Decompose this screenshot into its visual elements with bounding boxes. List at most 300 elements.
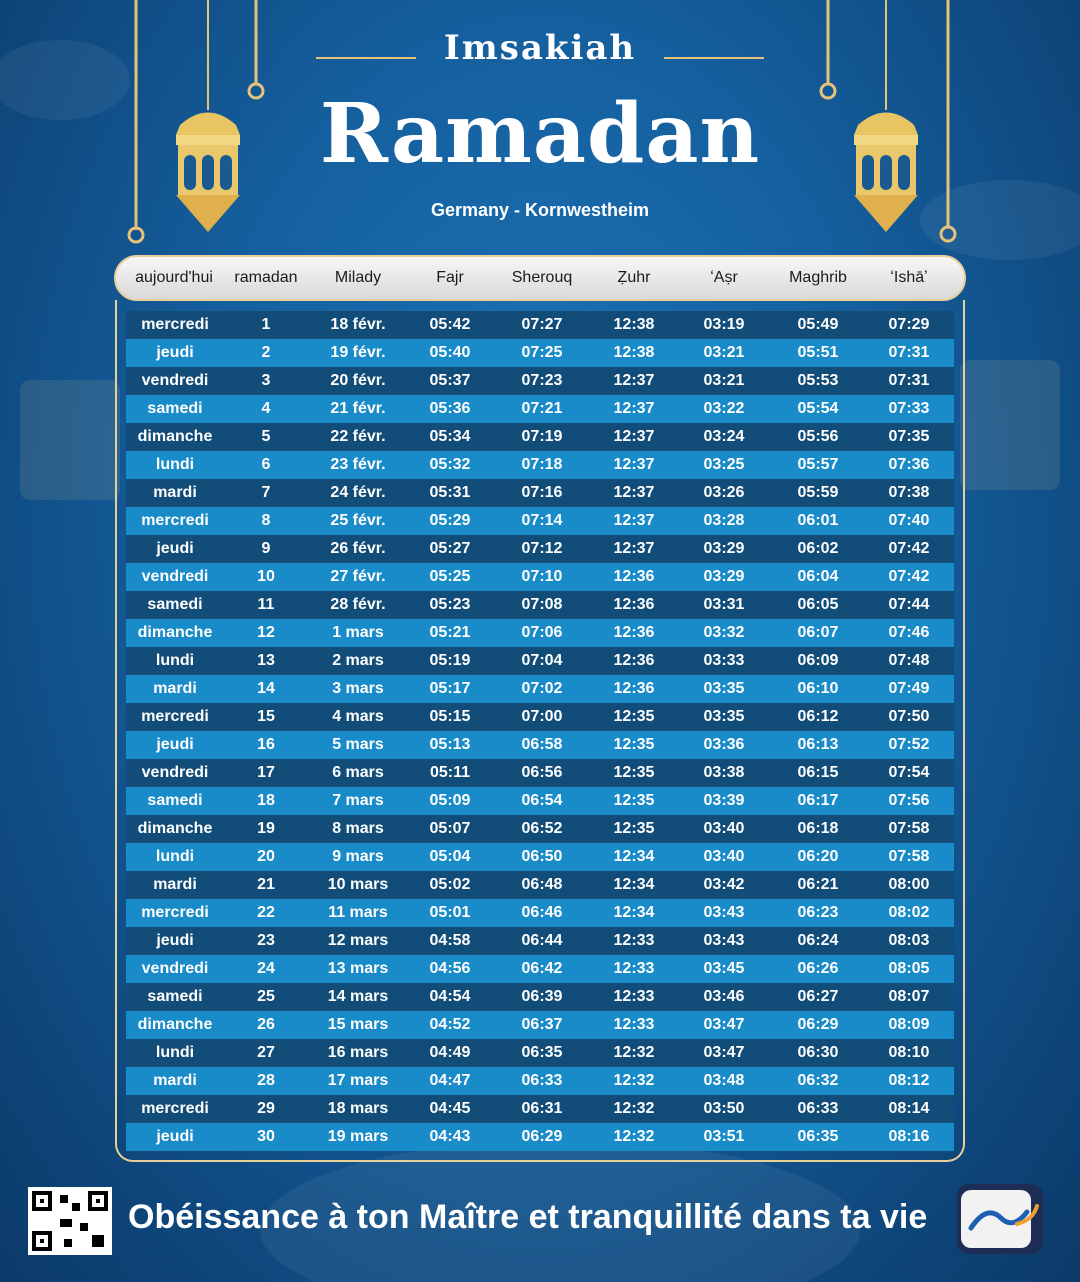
ramadan-day-cell: 20 — [257, 848, 275, 865]
column-header-milady: Milady — [334, 269, 382, 286]
fajr-cell: 05:19 — [429, 652, 471, 669]
fajr-cell: 04:49 — [429, 1044, 471, 1061]
date-cell: 21 févr. — [330, 400, 386, 417]
sherouq-cell: 07:21 — [521, 400, 563, 417]
fajr-cell: 05:09 — [429, 792, 471, 809]
asr-cell: 03:22 — [703, 400, 745, 417]
fajr-cell: 05:34 — [429, 428, 471, 445]
sherouq-cell: 06:52 — [521, 820, 563, 837]
fajr-cell: 04:54 — [429, 988, 471, 1005]
table-row — [126, 591, 954, 619]
table-row — [126, 451, 954, 479]
table-row — [126, 507, 954, 535]
weekday-cell: mercredi — [141, 512, 209, 529]
date-cell: 10 mars — [327, 876, 389, 893]
fajr-cell: 05:29 — [429, 512, 471, 529]
sherouq-cell: 06:31 — [521, 1100, 563, 1117]
date-cell: 16 mars — [327, 1044, 389, 1061]
table-row — [126, 395, 954, 423]
isha-cell: 07:42 — [888, 540, 930, 557]
table-row — [126, 535, 954, 563]
date-cell: 27 févr. — [330, 568, 386, 585]
weekday-cell: vendredi — [141, 960, 209, 977]
weekday-cell: dimanche — [137, 820, 213, 837]
weekday-cell: jeudi — [156, 736, 194, 753]
sherouq-cell: 06:42 — [521, 960, 563, 977]
column-header-asr: ʻAṣr — [710, 269, 738, 286]
weekday-cell: jeudi — [156, 344, 194, 361]
qr-code-icon[interactable] — [28, 1187, 112, 1255]
zuhr-cell: 12:33 — [613, 988, 655, 1005]
table-row — [126, 423, 954, 451]
ramadan-day-cell: 24 — [257, 960, 275, 977]
isha-cell: 07:48 — [888, 652, 930, 669]
date-cell: 22 févr. — [330, 428, 386, 445]
sherouq-cell: 06:46 — [521, 904, 563, 921]
asr-cell: 03:31 — [703, 596, 745, 613]
ramadan-day-cell: 26 — [257, 1016, 275, 1033]
isha-cell: 07:44 — [888, 596, 930, 613]
maghrib-cell: 06:01 — [797, 512, 839, 529]
date-cell: 6 mars — [332, 764, 384, 781]
table-row — [126, 871, 954, 899]
ramadan-day-cell: 6 — [261, 456, 271, 473]
ramadan-day-cell: 27 — [257, 1044, 275, 1061]
asr-cell: 03:29 — [703, 568, 745, 585]
sherouq-cell: 07:06 — [521, 624, 563, 641]
table-row — [126, 843, 954, 871]
asr-cell: 03:32 — [703, 624, 745, 641]
fajr-cell: 05:04 — [429, 848, 471, 865]
asr-cell: 03:38 — [703, 764, 745, 781]
isha-cell: 07:54 — [888, 764, 930, 781]
table-row — [126, 927, 954, 955]
weekday-cell: jeudi — [156, 932, 194, 949]
prayer-times-table — [126, 311, 954, 1151]
zuhr-cell: 12:34 — [613, 904, 655, 921]
table-row — [126, 1095, 954, 1123]
ramadan-day-cell: 2 — [261, 344, 271, 361]
weekday-cell: jeudi — [156, 540, 194, 557]
maghrib-cell: 06:10 — [797, 680, 839, 697]
app-logo[interactable] — [957, 1184, 1043, 1254]
zuhr-cell: 12:32 — [613, 1072, 655, 1089]
fajr-cell: 05:02 — [429, 876, 471, 893]
ramadan-day-cell: 16 — [257, 736, 275, 753]
table-row — [126, 983, 954, 1011]
zuhr-cell: 12:37 — [613, 428, 655, 445]
weekday-cell: mardi — [153, 680, 197, 697]
column-header-isha: ʻIshāʼ — [890, 269, 928, 286]
asr-cell: 03:43 — [703, 932, 745, 949]
ramadan-day-cell: 17 — [257, 764, 275, 781]
fajr-cell: 05:31 — [429, 484, 471, 501]
date-cell: 20 févr. — [330, 372, 386, 389]
weekday-cell: vendredi — [141, 568, 209, 585]
zuhr-cell: 12:37 — [613, 400, 655, 417]
table-row — [126, 703, 954, 731]
weekday-cell: mercredi — [141, 904, 209, 921]
fajr-cell: 05:32 — [429, 456, 471, 473]
table-row — [126, 731, 954, 759]
asr-cell: 03:21 — [703, 372, 745, 389]
ramadan-day-cell: 10 — [257, 568, 275, 585]
isha-cell: 08:16 — [888, 1128, 930, 1145]
table-row — [126, 1011, 954, 1039]
isha-cell: 08:02 — [888, 904, 930, 921]
table-header — [114, 255, 966, 301]
sherouq-cell: 06:48 — [521, 876, 563, 893]
maghrib-cell: 06:20 — [797, 848, 839, 865]
maghrib-cell: 06:04 — [797, 568, 839, 585]
isha-cell: 07:29 — [888, 316, 930, 333]
fajr-cell: 05:37 — [429, 372, 471, 389]
date-cell: 28 févr. — [330, 596, 386, 613]
asr-cell: 03:40 — [703, 820, 745, 837]
weekday-cell: lundi — [155, 848, 195, 865]
isha-cell: 07:42 — [888, 568, 930, 585]
fajr-cell: 05:13 — [429, 736, 471, 753]
maghrib-cell: 06:18 — [797, 820, 839, 837]
date-cell: 13 mars — [327, 960, 389, 977]
fajr-cell: 04:47 — [429, 1072, 471, 1089]
ramadan-day-cell: 12 — [257, 624, 275, 641]
date-cell: 19 févr. — [330, 344, 386, 361]
isha-cell: 07:49 — [888, 680, 930, 697]
zuhr-cell: 12:35 — [613, 736, 655, 753]
zuhr-cell: 12:33 — [613, 1016, 655, 1033]
zuhr-cell: 12:33 — [613, 932, 655, 949]
asr-cell: 03:46 — [703, 988, 745, 1005]
ramadan-day-cell: 25 — [257, 988, 275, 1005]
weekday-cell: dimanche — [137, 1016, 213, 1033]
maghrib-cell: 05:56 — [797, 428, 839, 445]
table-row — [126, 759, 954, 787]
fajr-cell: 05:23 — [429, 596, 471, 613]
ramadan-day-cell: 19 — [257, 820, 275, 837]
zuhr-cell: 12:37 — [613, 372, 655, 389]
zuhr-cell: 12:32 — [613, 1128, 655, 1145]
isha-cell: 08:05 — [888, 960, 930, 977]
weekday-cell: samedi — [147, 400, 203, 417]
asr-cell: 03:51 — [703, 1128, 745, 1145]
weekday-cell: lundi — [155, 456, 195, 473]
zuhr-cell: 12:32 — [613, 1100, 655, 1117]
maghrib-cell: 06:07 — [797, 624, 839, 641]
isha-cell: 08:00 — [888, 876, 930, 893]
sherouq-cell: 07:16 — [521, 484, 563, 501]
zuhr-cell: 12:33 — [613, 960, 655, 977]
zuhr-cell: 12:37 — [613, 484, 655, 501]
date-cell: 18 mars — [327, 1100, 389, 1117]
ramadan-day-cell: 1 — [261, 316, 271, 333]
zuhr-cell: 12:35 — [613, 764, 655, 781]
table-row — [126, 311, 954, 339]
zuhr-cell: 12:32 — [613, 1044, 655, 1061]
weekday-cell: samedi — [147, 792, 203, 809]
maghrib-cell: 05:51 — [797, 344, 839, 361]
maghrib-cell: 06:09 — [797, 652, 839, 669]
fajr-cell: 04:43 — [429, 1128, 471, 1145]
date-cell: 24 févr. — [330, 484, 386, 501]
isha-cell: 07:56 — [888, 792, 930, 809]
ramadan-day-cell: 7 — [261, 484, 271, 501]
isha-cell: 08:09 — [888, 1016, 930, 1033]
maghrib-cell: 06:13 — [797, 736, 839, 753]
fajr-cell: 05:01 — [429, 904, 471, 921]
asr-cell: 03:35 — [703, 680, 745, 697]
date-cell: 5 mars — [332, 736, 384, 753]
zuhr-cell: 12:36 — [613, 568, 655, 585]
fajr-cell: 04:56 — [429, 960, 471, 977]
isha-cell: 07:58 — [888, 848, 930, 865]
zuhr-cell: 12:34 — [613, 848, 655, 865]
weekday-cell: samedi — [147, 988, 203, 1005]
ramadan-day-cell: 28 — [257, 1072, 275, 1089]
maghrib-cell: 05:57 — [797, 456, 839, 473]
table-row — [126, 787, 954, 815]
sherouq-cell: 06:35 — [521, 1044, 563, 1061]
fajr-cell: 05:21 — [429, 624, 471, 641]
fajr-cell: 04:58 — [429, 932, 471, 949]
sherouq-cell: 06:44 — [521, 932, 563, 949]
sherouq-cell: 06:50 — [521, 848, 563, 865]
isha-cell: 08:12 — [888, 1072, 930, 1089]
table-row — [126, 675, 954, 703]
asr-cell: 03:24 — [703, 428, 745, 445]
isha-cell: 07:50 — [888, 708, 930, 725]
isha-cell: 07:38 — [888, 484, 930, 501]
maghrib-cell: 06:33 — [797, 1100, 839, 1117]
ramadan-day-cell: 9 — [261, 540, 271, 557]
zuhr-cell: 12:36 — [613, 624, 655, 641]
footer-slogan: Obéissance à ton Maître et tranquillité dans ta vie — [128, 1198, 928, 1236]
asr-cell: 03:48 — [703, 1072, 745, 1089]
weekday-cell: dimanche — [137, 428, 213, 445]
date-cell: 17 mars — [327, 1072, 389, 1089]
weekday-cell: mardi — [153, 876, 197, 893]
date-cell: 3 mars — [332, 680, 384, 697]
maghrib-cell: 05:54 — [797, 400, 839, 417]
date-cell: 12 mars — [327, 932, 389, 949]
ramadan-day-cell: 11 — [257, 596, 275, 613]
sherouq-cell: 07:04 — [521, 652, 563, 669]
asr-cell: 03:47 — [703, 1016, 745, 1033]
date-cell: 18 févr. — [330, 316, 386, 333]
sherouq-cell: 06:54 — [521, 792, 563, 809]
fajr-cell: 05:40 — [429, 344, 471, 361]
ramadan-day-cell: 8 — [261, 512, 271, 529]
sherouq-cell: 07:14 — [521, 512, 563, 529]
sherouq-cell: 07:23 — [521, 372, 563, 389]
zuhr-cell: 12:35 — [613, 820, 655, 837]
sherouq-cell: 07:10 — [521, 568, 563, 585]
asr-cell: 03:42 — [703, 876, 745, 893]
maghrib-cell: 06:05 — [797, 596, 839, 613]
sherouq-cell: 07:25 — [521, 344, 563, 361]
location-label: Germany - Kornwestheim — [430, 200, 650, 220]
sherouq-cell: 06:39 — [521, 988, 563, 1005]
date-cell: 11 mars — [328, 904, 388, 921]
maghrib-cell: 06:23 — [797, 904, 839, 921]
ramadan-day-cell: 22 — [257, 904, 275, 921]
asr-cell: 03:36 — [703, 736, 745, 753]
zuhr-cell: 12:38 — [613, 316, 655, 333]
maghrib-cell: 06:24 — [797, 932, 839, 949]
ramadan-day-cell: 18 — [257, 792, 275, 809]
weekday-cell: vendredi — [141, 372, 209, 389]
date-cell: 26 févr. — [330, 540, 386, 557]
isha-cell: 07:31 — [888, 372, 930, 389]
table-row — [126, 479, 954, 507]
date-cell: 1 mars — [332, 624, 384, 641]
date-cell: 7 mars — [332, 792, 384, 809]
isha-cell: 08:10 — [888, 1044, 930, 1061]
ramadan-day-cell: 13 — [257, 652, 275, 669]
maghrib-cell: 06:35 — [797, 1128, 839, 1145]
column-header-ramadan: ramadan — [234, 269, 298, 286]
zuhr-cell: 12:36 — [613, 596, 655, 613]
ramadan-day-cell: 29 — [257, 1100, 275, 1117]
sherouq-cell: 07:00 — [521, 708, 563, 725]
ramadan-day-cell: 14 — [257, 680, 275, 697]
weekday-cell: lundi — [155, 652, 195, 669]
maghrib-cell: 06:15 — [797, 764, 839, 781]
column-header-today: aujourd'hui — [135, 269, 213, 286]
date-cell: 9 mars — [332, 848, 384, 865]
asr-cell: 03:45 — [703, 960, 745, 977]
asr-cell: 03:43 — [703, 904, 745, 921]
sherouq-cell: 07:08 — [521, 596, 563, 613]
column-header-zuhr: Ẓuhr — [617, 269, 651, 286]
fajr-cell: 05:36 — [429, 400, 471, 417]
asr-cell: 03:19 — [703, 316, 745, 333]
isha-cell: 08:14 — [888, 1100, 930, 1117]
zuhr-cell: 12:36 — [613, 652, 655, 669]
isha-cell: 08:07 — [888, 988, 930, 1005]
table-row — [126, 619, 954, 647]
fajr-cell: 05:17 — [429, 680, 471, 697]
table-row — [126, 1039, 954, 1067]
zuhr-cell: 12:34 — [613, 876, 655, 893]
maghrib-cell: 06:12 — [797, 708, 839, 725]
fajr-cell: 05:27 — [429, 540, 471, 557]
weekday-cell: mardi — [153, 484, 197, 501]
date-cell: 4 mars — [332, 708, 384, 725]
table-row — [126, 367, 954, 395]
weekday-cell: mercredi — [141, 1100, 209, 1117]
ramadan-day-cell: 23 — [257, 932, 275, 949]
zuhr-cell: 12:38 — [613, 344, 655, 361]
sherouq-cell: 07:27 — [521, 316, 563, 333]
zuhr-cell: 12:37 — [613, 512, 655, 529]
weekday-cell: samedi — [147, 596, 203, 613]
isha-cell: 07:33 — [888, 400, 930, 417]
maghrib-cell: 06:02 — [797, 540, 839, 557]
maghrib-cell: 06:27 — [797, 988, 839, 1005]
date-cell: 15 mars — [327, 1016, 389, 1033]
ramadan-day-cell: 30 — [257, 1128, 275, 1145]
maghrib-cell: 06:17 — [797, 792, 839, 809]
weekday-cell: mercredi — [141, 316, 209, 333]
maghrib-cell: 06:21 — [797, 876, 839, 893]
date-cell: 2 mars — [332, 652, 384, 669]
date-cell: 25 févr. — [330, 512, 386, 529]
maghrib-cell: 05:59 — [797, 484, 839, 501]
sherouq-cell: 07:19 — [521, 428, 563, 445]
table-row — [126, 899, 954, 927]
asr-cell: 03:25 — [703, 456, 745, 473]
zuhr-cell: 12:35 — [613, 708, 655, 725]
asr-cell: 03:21 — [703, 344, 745, 361]
isha-cell: 07:46 — [888, 624, 930, 641]
maghrib-cell: 05:49 — [797, 316, 839, 333]
fajr-cell: 05:07 — [429, 820, 471, 837]
table-row — [126, 339, 954, 367]
maghrib-cell: 06:30 — [797, 1044, 839, 1061]
ramadan-day-cell: 4 — [261, 400, 271, 417]
isha-cell: 07:58 — [888, 820, 930, 837]
weekday-cell: mercredi — [141, 708, 209, 725]
isha-cell: 08:03 — [888, 932, 930, 949]
asr-cell: 03:35 — [703, 708, 745, 725]
ramadan-day-cell: 21 — [257, 876, 275, 893]
weekday-cell: dimanche — [137, 624, 213, 641]
isha-cell: 07:31 — [888, 344, 930, 361]
isha-cell: 07:36 — [888, 456, 930, 473]
sherouq-cell: 07:02 — [521, 680, 563, 697]
sherouq-cell: 06:58 — [521, 736, 563, 753]
sherouq-cell: 06:29 — [521, 1128, 563, 1145]
maghrib-cell: 06:26 — [797, 960, 839, 977]
sherouq-cell: 06:33 — [521, 1072, 563, 1089]
maghrib-cell: 05:53 — [797, 372, 839, 389]
table-row — [126, 647, 954, 675]
fajr-cell: 05:42 — [429, 316, 471, 333]
sherouq-cell: 07:12 — [521, 540, 563, 557]
isha-cell: 07:40 — [888, 512, 930, 529]
ramadan-day-cell: 5 — [261, 428, 271, 445]
table-row — [126, 563, 954, 591]
sherouq-cell: 07:18 — [521, 456, 563, 473]
table-row — [126, 1123, 954, 1151]
header-subtitle: Imsakiah — [443, 28, 637, 68]
fajr-cell: 05:11 — [429, 764, 471, 781]
weekday-cell: mardi — [153, 1072, 197, 1089]
maghrib-cell: 06:29 — [797, 1016, 839, 1033]
column-header-fajr: Fajr — [436, 269, 464, 286]
weekday-cell: vendredi — [141, 764, 209, 781]
isha-cell: 07:35 — [888, 428, 930, 445]
ramadan-day-cell: 15 — [257, 708, 275, 725]
zuhr-cell: 12:36 — [613, 680, 655, 697]
asr-cell: 03:39 — [703, 792, 745, 809]
asr-cell: 03:28 — [703, 512, 745, 529]
date-cell: 19 mars — [327, 1128, 389, 1145]
asr-cell: 03:40 — [703, 848, 745, 865]
asr-cell: 03:26 — [703, 484, 745, 501]
table-row — [126, 815, 954, 843]
date-cell: 23 févr. — [330, 456, 386, 473]
fajr-cell: 04:45 — [429, 1100, 471, 1117]
weekday-cell: lundi — [155, 1044, 195, 1061]
date-cell: 14 mars — [327, 988, 389, 1005]
page-title: Ramadan — [319, 86, 761, 182]
fajr-cell: 05:15 — [429, 708, 471, 725]
sherouq-cell: 06:37 — [521, 1016, 563, 1033]
isha-cell: 07:52 — [888, 736, 930, 753]
maghrib-cell: 06:32 — [797, 1072, 839, 1089]
